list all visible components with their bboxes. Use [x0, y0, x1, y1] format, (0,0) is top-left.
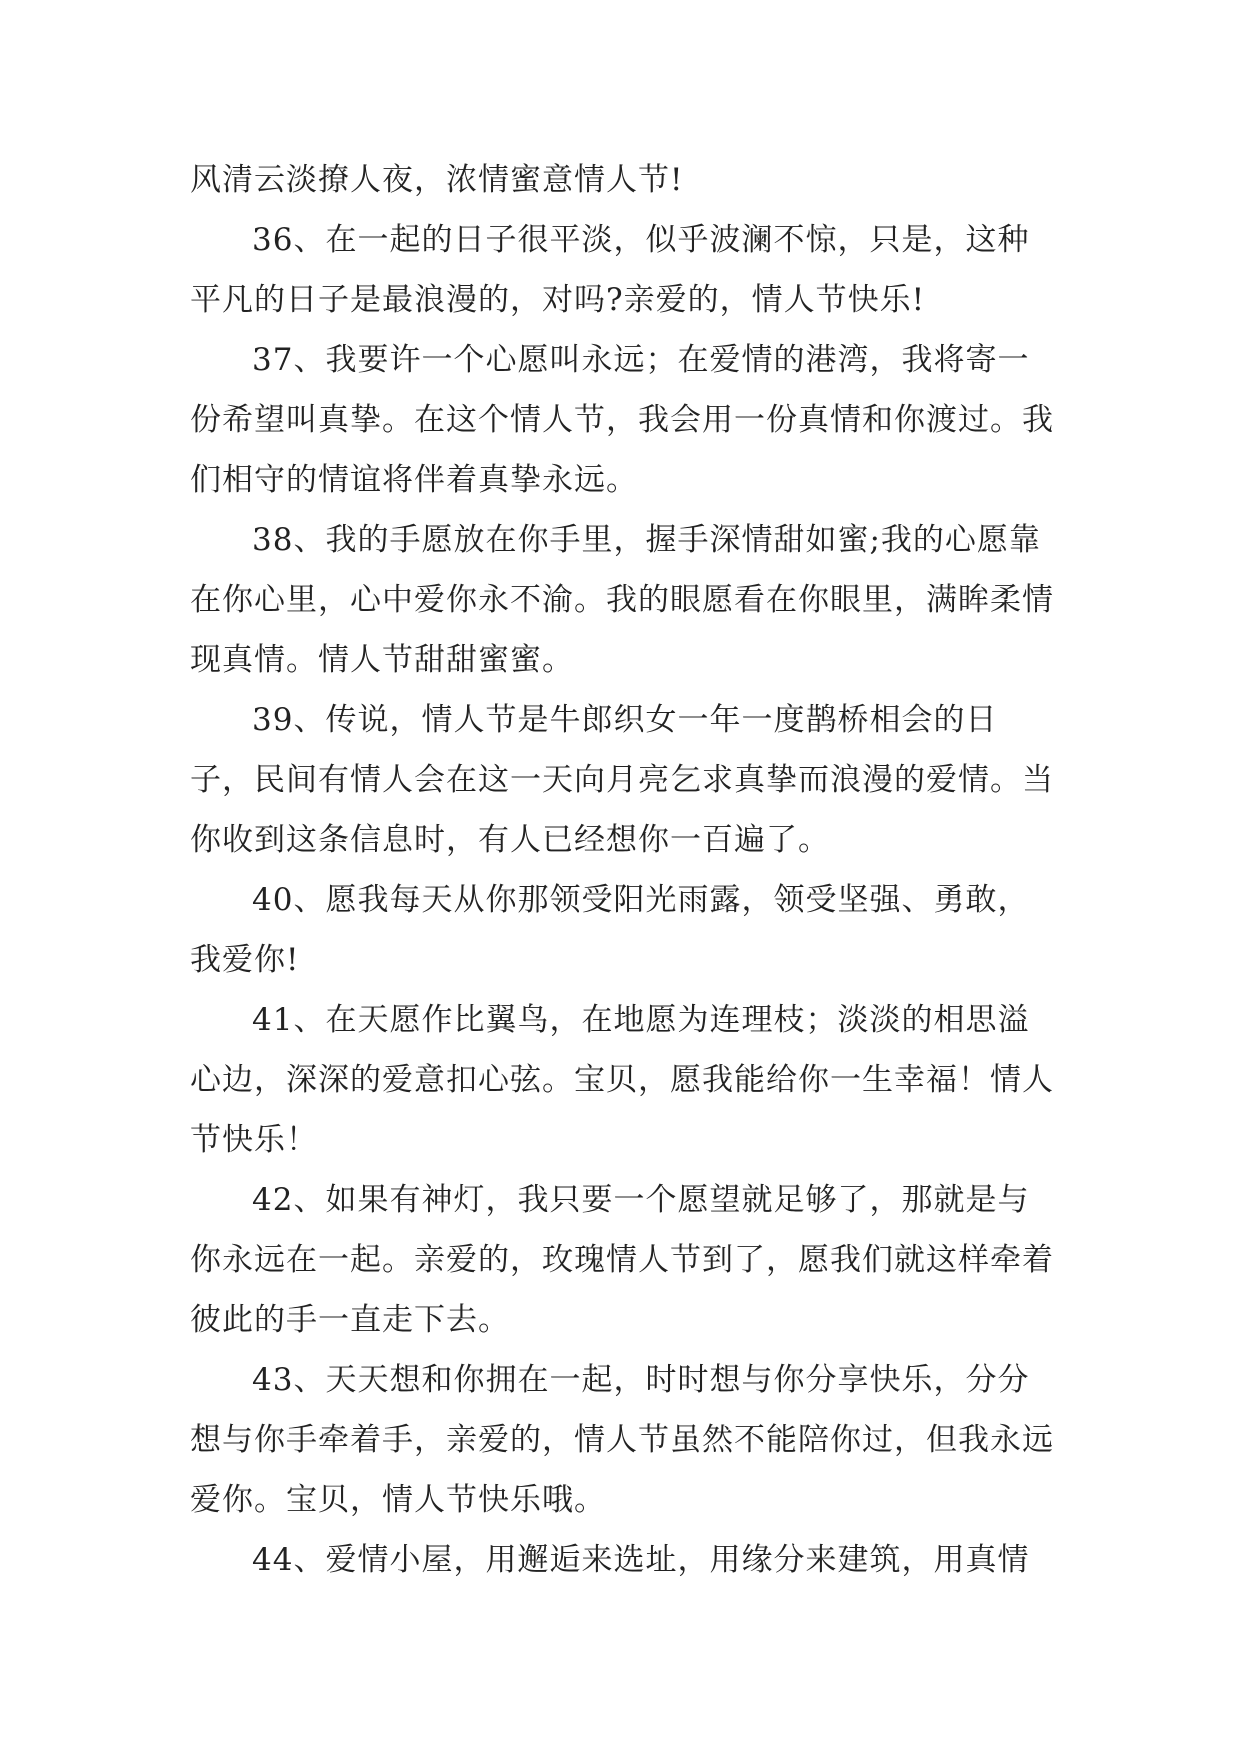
paragraph-36: 36、在一起的日子很平淡，似乎波澜不惊，只是，这种平凡的日子是最浪漫的，对吗?亲爱的，情人节快乐! [190, 222, 1030, 318]
paragraph-42: 42、如果有神灯，我只要一个愿望就足够了，那就是与你永远在一起。亲爱的，玫瑰情人节到了，愿我们就这样牵着彼此的手一直走下去。 [190, 1182, 1054, 1338]
paragraph-continuation: 风清云淡撩人夜，浓情蜜意情人节! [190, 162, 684, 198]
paragraph-37: 37、我要许一个心愿叫永远；在爱情的港湾，我将寄一份希望叫真挚。在这个情人节，我会用一份真情和你渡过。我们相守的情谊将伴着真挚永远。 [190, 342, 1054, 498]
paragraph-44: 44、爱情小屋，用邂逅来选址，用缘分来建筑，用真情 [252, 1542, 1030, 1578]
paragraph-41: 41、在天愿作比翼鸟，在地愿为连理枝；淡淡的相思溢心边，深深的爱意扣心弦。宝贝，愿我能给你一生幸福！情人节快乐！ [190, 1002, 1054, 1158]
paragraph-39: 39、传说，情人节是牛郎织女一年一度鹊桥相会的日子，民间有情人会在这一天向月亮乞求真挚而浪漫的爱情。当你收到这条信息时，有人已经想你一百遍了。 [190, 702, 1054, 858]
paragraph-40: 40、愿我每天从你那领受阳光雨露，领受坚强、勇敢，我爱你! [190, 882, 1030, 978]
document-body [190, 150, 1060, 1590]
paragraph-38: 38、我的手愿放在你手里，握手深情甜如蜜;我的心愿靠在你心里，心中爱你永不渝。我的眼愿看在你眼里，满眸柔情现真情。情人节甜甜蜜蜜。 [190, 522, 1054, 678]
paragraph-43: 43、天天想和你拥在一起，时时想与你分享快乐，分分想与你手牵着手，亲爱的，情人节虽然不能陪你过，但我永远爱你。宝贝，情人节快乐哦。 [190, 1362, 1054, 1518]
